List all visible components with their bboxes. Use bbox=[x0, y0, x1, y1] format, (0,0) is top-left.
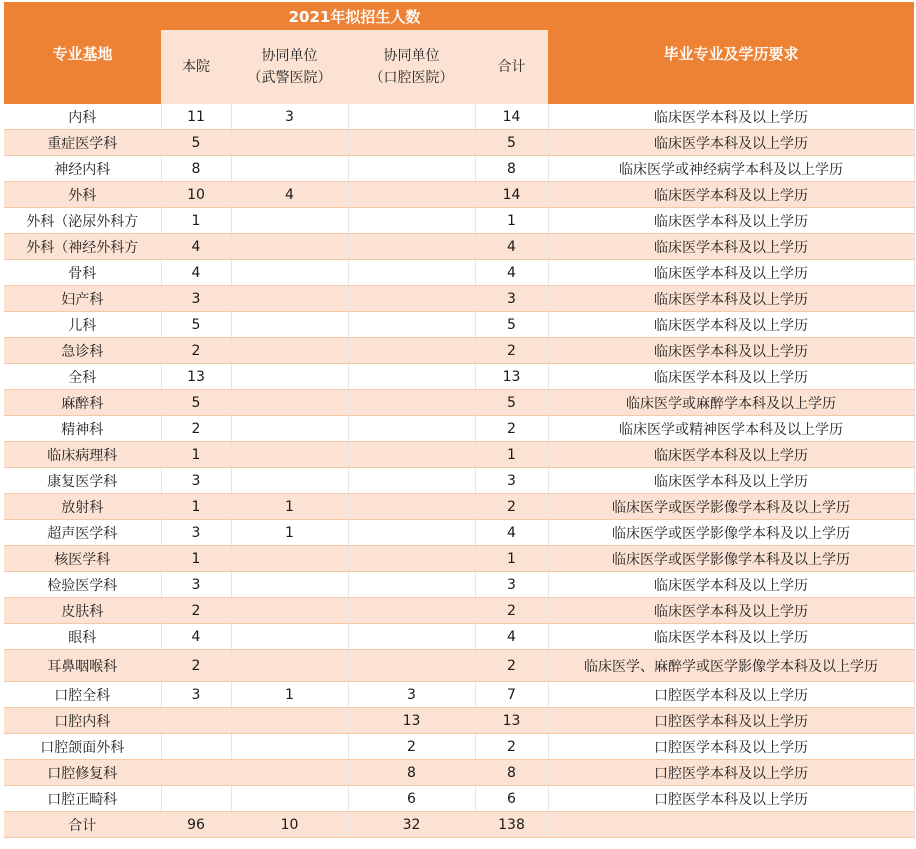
cell-total[interactable]: 5 bbox=[475, 390, 548, 416]
cell-base[interactable]: 内科 bbox=[4, 104, 161, 130]
cell-partner-kouqiang[interactable] bbox=[348, 520, 475, 546]
cell-total[interactable]: 14 bbox=[475, 182, 548, 208]
table-body bbox=[4, 104, 914, 838]
totals-row bbox=[4, 812, 914, 838]
total-cell-base[interactable]: 合计 bbox=[4, 812, 161, 838]
cell-self[interactable]: 3 bbox=[161, 286, 231, 312]
cell-requirement[interactable]: 口腔医学本科及以上学历 bbox=[548, 708, 914, 734]
cell-partner-kouqiang[interactable] bbox=[348, 130, 475, 156]
cell-partner-wujing[interactable] bbox=[231, 760, 348, 786]
cell-base[interactable]: 儿科 bbox=[4, 312, 161, 338]
cell-partner-wujing[interactable] bbox=[231, 598, 348, 624]
header-total[interactable]: 合计 bbox=[475, 30, 548, 104]
cell-partner-kouqiang[interactable] bbox=[348, 468, 475, 494]
table-row bbox=[4, 104, 914, 130]
cell-total[interactable]: 3 bbox=[475, 572, 548, 598]
cell-partner-wujing[interactable] bbox=[231, 442, 348, 468]
header-partner-kouqiang-line2: （口腔医院） bbox=[369, 70, 454, 86]
header-partner-wujing[interactable] bbox=[231, 30, 348, 104]
cell-base[interactable]: 口腔颌面外科 bbox=[4, 734, 161, 760]
table-row bbox=[4, 708, 914, 734]
cell-partner-kouqiang[interactable] bbox=[348, 208, 475, 234]
cell-partner-wujing[interactable] bbox=[231, 708, 348, 734]
cell-base[interactable]: 急诊科 bbox=[4, 338, 161, 364]
cell-self[interactable]: 2 bbox=[161, 650, 231, 682]
total-cell-self[interactable]: 96 bbox=[161, 812, 231, 838]
cell-base[interactable]: 口腔修复科 bbox=[4, 760, 161, 786]
cell-total[interactable]: 4 bbox=[475, 234, 548, 260]
table-row bbox=[4, 760, 914, 786]
cell-requirement[interactable]: 临床医学或麻醉学本科及以上学历 bbox=[548, 390, 914, 416]
cell-total[interactable]: 2 bbox=[475, 416, 548, 442]
table-row bbox=[4, 390, 914, 416]
cell-partner-wujing[interactable]: 1 bbox=[231, 494, 348, 520]
table-row bbox=[4, 234, 914, 260]
cell-requirement[interactable]: 临床医学本科及以上学历 bbox=[548, 104, 914, 130]
cell-self[interactable]: 2 bbox=[161, 416, 231, 442]
cell-partner-kouqiang[interactable] bbox=[348, 338, 475, 364]
cell-total[interactable]: 13 bbox=[475, 708, 548, 734]
cell-self[interactable] bbox=[161, 786, 231, 812]
table-row bbox=[4, 624, 914, 650]
cell-partner-wujing[interactable] bbox=[231, 650, 348, 682]
cell-base[interactable]: 神经内科 bbox=[4, 156, 161, 182]
cell-base[interactable]: 眼科 bbox=[4, 624, 161, 650]
cell-base[interactable]: 全科 bbox=[4, 364, 161, 390]
cell-base[interactable]: 外科 bbox=[4, 182, 161, 208]
cell-requirement[interactable]: 口腔医学本科及以上学历 bbox=[548, 682, 914, 708]
header-partner-wujing-line2: （武警医院） bbox=[247, 70, 332, 86]
cell-requirement[interactable]: 口腔医学本科及以上学历 bbox=[548, 760, 914, 786]
total-cell-partner-wujing[interactable]: 10 bbox=[231, 812, 348, 838]
table-row bbox=[4, 650, 914, 682]
cell-requirement[interactable]: 临床医学或医学影像学本科及以上学历 bbox=[548, 546, 914, 572]
cell-partner-wujing[interactable] bbox=[231, 468, 348, 494]
cell-total[interactable]: 4 bbox=[475, 260, 548, 286]
cell-self[interactable]: 2 bbox=[161, 598, 231, 624]
cell-self[interactable]: 3 bbox=[161, 468, 231, 494]
cell-partner-kouqiang[interactable] bbox=[348, 442, 475, 468]
table-row bbox=[4, 494, 914, 520]
cell-total[interactable]: 3 bbox=[475, 286, 548, 312]
cell-partner-kouqiang[interactable] bbox=[348, 104, 475, 130]
cell-self[interactable]: 5 bbox=[161, 312, 231, 338]
header-requirement[interactable]: 毕业专业及学历要求 bbox=[548, 2, 914, 104]
cell-partner-kouqiang[interactable]: 3 bbox=[348, 682, 475, 708]
cell-partner-kouqiang[interactable] bbox=[348, 624, 475, 650]
cell-partner-kouqiang[interactable] bbox=[348, 494, 475, 520]
table-row bbox=[4, 546, 914, 572]
header-group-title[interactable]: 2021年拟招生人数 bbox=[161, 2, 548, 30]
header-partner-wujing-line1: 协同单位 bbox=[261, 48, 318, 64]
cell-requirement[interactable]: 临床医学本科及以上学历 bbox=[548, 208, 914, 234]
cell-requirement[interactable]: 临床医学本科及以上学历 bbox=[548, 624, 914, 650]
cell-partner-wujing[interactable] bbox=[231, 234, 348, 260]
cell-total[interactable]: 13 bbox=[475, 364, 548, 390]
cell-partner-wujing[interactable]: 1 bbox=[231, 682, 348, 708]
cell-base[interactable]: 麻醉科 bbox=[4, 390, 161, 416]
cell-partner-wujing[interactable]: 1 bbox=[231, 520, 348, 546]
table-row bbox=[4, 260, 914, 286]
cell-self[interactable]: 5 bbox=[161, 390, 231, 416]
cell-requirement[interactable]: 临床医学本科及以上学历 bbox=[548, 260, 914, 286]
cell-total[interactable]: 1 bbox=[475, 442, 548, 468]
table-row bbox=[4, 416, 914, 442]
table-row bbox=[4, 572, 914, 598]
table-row bbox=[4, 156, 914, 182]
cell-self[interactable]: 1 bbox=[161, 494, 231, 520]
cell-partner-wujing[interactable] bbox=[231, 624, 348, 650]
cell-base[interactable]: 检验医学科 bbox=[4, 572, 161, 598]
header-partner-kouqiang[interactable] bbox=[348, 30, 475, 104]
cell-total[interactable]: 14 bbox=[475, 104, 548, 130]
total-cell-requirement[interactable] bbox=[548, 812, 914, 838]
cell-self[interactable]: 4 bbox=[161, 260, 231, 286]
cell-partner-kouqiang[interactable]: 13 bbox=[348, 708, 475, 734]
table-row bbox=[4, 786, 914, 812]
table-row bbox=[4, 598, 914, 624]
table-row bbox=[4, 286, 914, 312]
table-row bbox=[4, 338, 914, 364]
cell-self[interactable] bbox=[161, 708, 231, 734]
cell-total[interactable]: 2 bbox=[475, 494, 548, 520]
cell-partner-wujing[interactable] bbox=[231, 338, 348, 364]
table-row bbox=[4, 312, 914, 338]
header-self[interactable]: 本院 bbox=[161, 30, 231, 104]
cell-total[interactable]: 2 bbox=[475, 650, 548, 682]
cell-self[interactable]: 3 bbox=[161, 520, 231, 546]
cell-partner-wujing[interactable] bbox=[231, 416, 348, 442]
cell-requirement[interactable]: 临床医学本科及以上学历 bbox=[548, 338, 914, 364]
cell-partner-kouqiang[interactable]: 6 bbox=[348, 786, 475, 812]
cell-self[interactable]: 13 bbox=[161, 364, 231, 390]
cell-partner-wujing[interactable] bbox=[231, 130, 348, 156]
cell-base[interactable]: 口腔全科 bbox=[4, 682, 161, 708]
table-row bbox=[4, 442, 914, 468]
header-base[interactable]: 专业基地 bbox=[4, 2, 161, 104]
cell-partner-wujing[interactable]: 4 bbox=[231, 182, 348, 208]
cell-self[interactable]: 11 bbox=[161, 104, 231, 130]
cell-requirement[interactable]: 临床医学本科及以上学历 bbox=[548, 598, 914, 624]
table-row bbox=[4, 520, 914, 546]
cell-base[interactable]: 妇产科 bbox=[4, 286, 161, 312]
cell-self[interactable] bbox=[161, 734, 231, 760]
cell-partner-wujing[interactable]: 3 bbox=[231, 104, 348, 130]
cell-self[interactable]: 2 bbox=[161, 338, 231, 364]
cell-base[interactable]: 口腔内科 bbox=[4, 708, 161, 734]
cell-total[interactable]: 8 bbox=[475, 156, 548, 182]
total-cell-total[interactable]: 138 bbox=[475, 812, 548, 838]
cell-base[interactable]: 外科（泌尿外科方 bbox=[4, 208, 161, 234]
cell-self[interactable]: 5 bbox=[161, 130, 231, 156]
table-header bbox=[4, 2, 914, 104]
cell-total[interactable]: 4 bbox=[475, 520, 548, 546]
cell-self[interactable]: 3 bbox=[161, 682, 231, 708]
cell-partner-kouqiang[interactable]: 8 bbox=[348, 760, 475, 786]
cell-partner-kouqiang[interactable] bbox=[348, 260, 475, 286]
cell-partner-kouqiang[interactable]: 2 bbox=[348, 734, 475, 760]
cell-partner-kouqiang[interactable] bbox=[348, 182, 475, 208]
cell-total[interactable]: 8 bbox=[475, 760, 548, 786]
cell-partner-kouqiang[interactable] bbox=[348, 286, 475, 312]
cell-self[interactable]: 1 bbox=[161, 546, 231, 572]
cell-total[interactable]: 5 bbox=[475, 312, 548, 338]
cell-requirement[interactable]: 临床医学本科及以上学历 bbox=[548, 364, 914, 390]
cell-base[interactable]: 口腔正畸科 bbox=[4, 786, 161, 812]
cell-base[interactable]: 康复医学科 bbox=[4, 468, 161, 494]
cell-requirement[interactable]: 临床医学本科及以上学历 bbox=[548, 234, 914, 260]
cell-partner-kouqiang[interactable] bbox=[348, 390, 475, 416]
table-row bbox=[4, 468, 914, 494]
cell-total[interactable]: 3 bbox=[475, 468, 548, 494]
cell-base[interactable]: 外科（神经外科方 bbox=[4, 234, 161, 260]
cell-requirement[interactable]: 临床医学本科及以上学历 bbox=[548, 442, 914, 468]
cell-base[interactable]: 核医学科 bbox=[4, 546, 161, 572]
cell-partner-wujing[interactable] bbox=[231, 260, 348, 286]
cell-base[interactable]: 重症医学科 bbox=[4, 130, 161, 156]
cell-self[interactable] bbox=[161, 760, 231, 786]
cell-self[interactable]: 1 bbox=[161, 208, 231, 234]
cell-base[interactable]: 放射科 bbox=[4, 494, 161, 520]
cell-self[interactable]: 8 bbox=[161, 156, 231, 182]
cell-requirement[interactable]: 临床医学本科及以上学历 bbox=[548, 286, 914, 312]
cell-self[interactable]: 1 bbox=[161, 442, 231, 468]
cell-base[interactable]: 骨科 bbox=[4, 260, 161, 286]
cell-partner-kouqiang[interactable] bbox=[348, 572, 475, 598]
cell-self[interactable]: 10 bbox=[161, 182, 231, 208]
cell-total[interactable]: 6 bbox=[475, 786, 548, 812]
cell-self[interactable]: 4 bbox=[161, 234, 231, 260]
cell-partner-wujing[interactable] bbox=[231, 286, 348, 312]
cell-base[interactable]: 临床病理科 bbox=[4, 442, 161, 468]
cell-partner-kouqiang[interactable] bbox=[348, 156, 475, 182]
table-row bbox=[4, 130, 914, 156]
table-row bbox=[4, 208, 914, 234]
cell-partner-wujing[interactable] bbox=[231, 208, 348, 234]
table-row bbox=[4, 182, 914, 208]
cell-partner-wujing[interactable] bbox=[231, 364, 348, 390]
cell-requirement[interactable]: 临床医学本科及以上学历 bbox=[548, 312, 914, 338]
cell-partner-wujing[interactable] bbox=[231, 546, 348, 572]
cell-total[interactable]: 4 bbox=[475, 624, 548, 650]
cell-requirement[interactable]: 临床医学或神经病学本科及以上学历 bbox=[548, 156, 914, 182]
cell-partner-wujing[interactable] bbox=[231, 312, 348, 338]
cell-partner-kouqiang[interactable] bbox=[348, 416, 475, 442]
cell-partner-wujing[interactable] bbox=[231, 156, 348, 182]
cell-total[interactable]: 1 bbox=[475, 208, 548, 234]
cell-partner-kouqiang[interactable] bbox=[348, 364, 475, 390]
cell-requirement[interactable]: 临床医学或医学影像学本科及以上学历 bbox=[548, 494, 914, 520]
cell-total[interactable]: 1 bbox=[475, 546, 548, 572]
cell-base[interactable]: 精神科 bbox=[4, 416, 161, 442]
cell-requirement[interactable]: 临床医学本科及以上学历 bbox=[548, 572, 914, 598]
cell-base[interactable]: 耳鼻咽喉科 bbox=[4, 650, 161, 682]
cell-base[interactable]: 超声医学科 bbox=[4, 520, 161, 546]
cell-self[interactable]: 3 bbox=[161, 572, 231, 598]
cell-self[interactable]: 4 bbox=[161, 624, 231, 650]
cell-total[interactable]: 7 bbox=[475, 682, 548, 708]
cell-base[interactable]: 皮肤科 bbox=[4, 598, 161, 624]
total-cell-partner-kouqiang[interactable]: 32 bbox=[348, 812, 475, 838]
table-row bbox=[4, 734, 914, 760]
cell-requirement[interactable]: 临床医学本科及以上学历 bbox=[548, 130, 914, 156]
cell-total[interactable]: 2 bbox=[475, 734, 548, 760]
header-partner-kouqiang-line1: 协同单位 bbox=[383, 48, 440, 64]
cell-requirement[interactable]: 临床医学、麻醉学或医学影像学本科及以上学历 bbox=[548, 650, 914, 682]
cell-requirement[interactable]: 口腔医学本科及以上学历 bbox=[548, 734, 914, 760]
cell-partner-kouqiang[interactable] bbox=[348, 546, 475, 572]
table-row bbox=[4, 682, 914, 708]
cell-partner-kouqiang[interactable] bbox=[348, 234, 475, 260]
cell-total[interactable]: 5 bbox=[475, 130, 548, 156]
cell-requirement[interactable]: 临床医学本科及以上学历 bbox=[548, 182, 914, 208]
cell-requirement[interactable]: 临床医学或医学影像学本科及以上学历 bbox=[548, 520, 914, 546]
cell-partner-wujing[interactable] bbox=[231, 786, 348, 812]
cell-requirement[interactable]: 临床医学本科及以上学历 bbox=[548, 468, 914, 494]
cell-requirement[interactable]: 临床医学或精神医学本科及以上学历 bbox=[548, 416, 914, 442]
cell-partner-kouqiang[interactable] bbox=[348, 598, 475, 624]
cell-partner-wujing[interactable] bbox=[231, 390, 348, 416]
cell-total[interactable]: 2 bbox=[475, 338, 548, 364]
cell-partner-wujing[interactable] bbox=[231, 572, 348, 598]
cell-requirement[interactable]: 口腔医学本科及以上学历 bbox=[548, 786, 914, 812]
recruitment-table bbox=[4, 2, 915, 838]
cell-partner-kouqiang[interactable] bbox=[348, 650, 475, 682]
table-row bbox=[4, 364, 914, 390]
cell-partner-kouqiang[interactable] bbox=[348, 312, 475, 338]
cell-partner-wujing[interactable] bbox=[231, 734, 348, 760]
cell-total[interactable]: 2 bbox=[475, 598, 548, 624]
